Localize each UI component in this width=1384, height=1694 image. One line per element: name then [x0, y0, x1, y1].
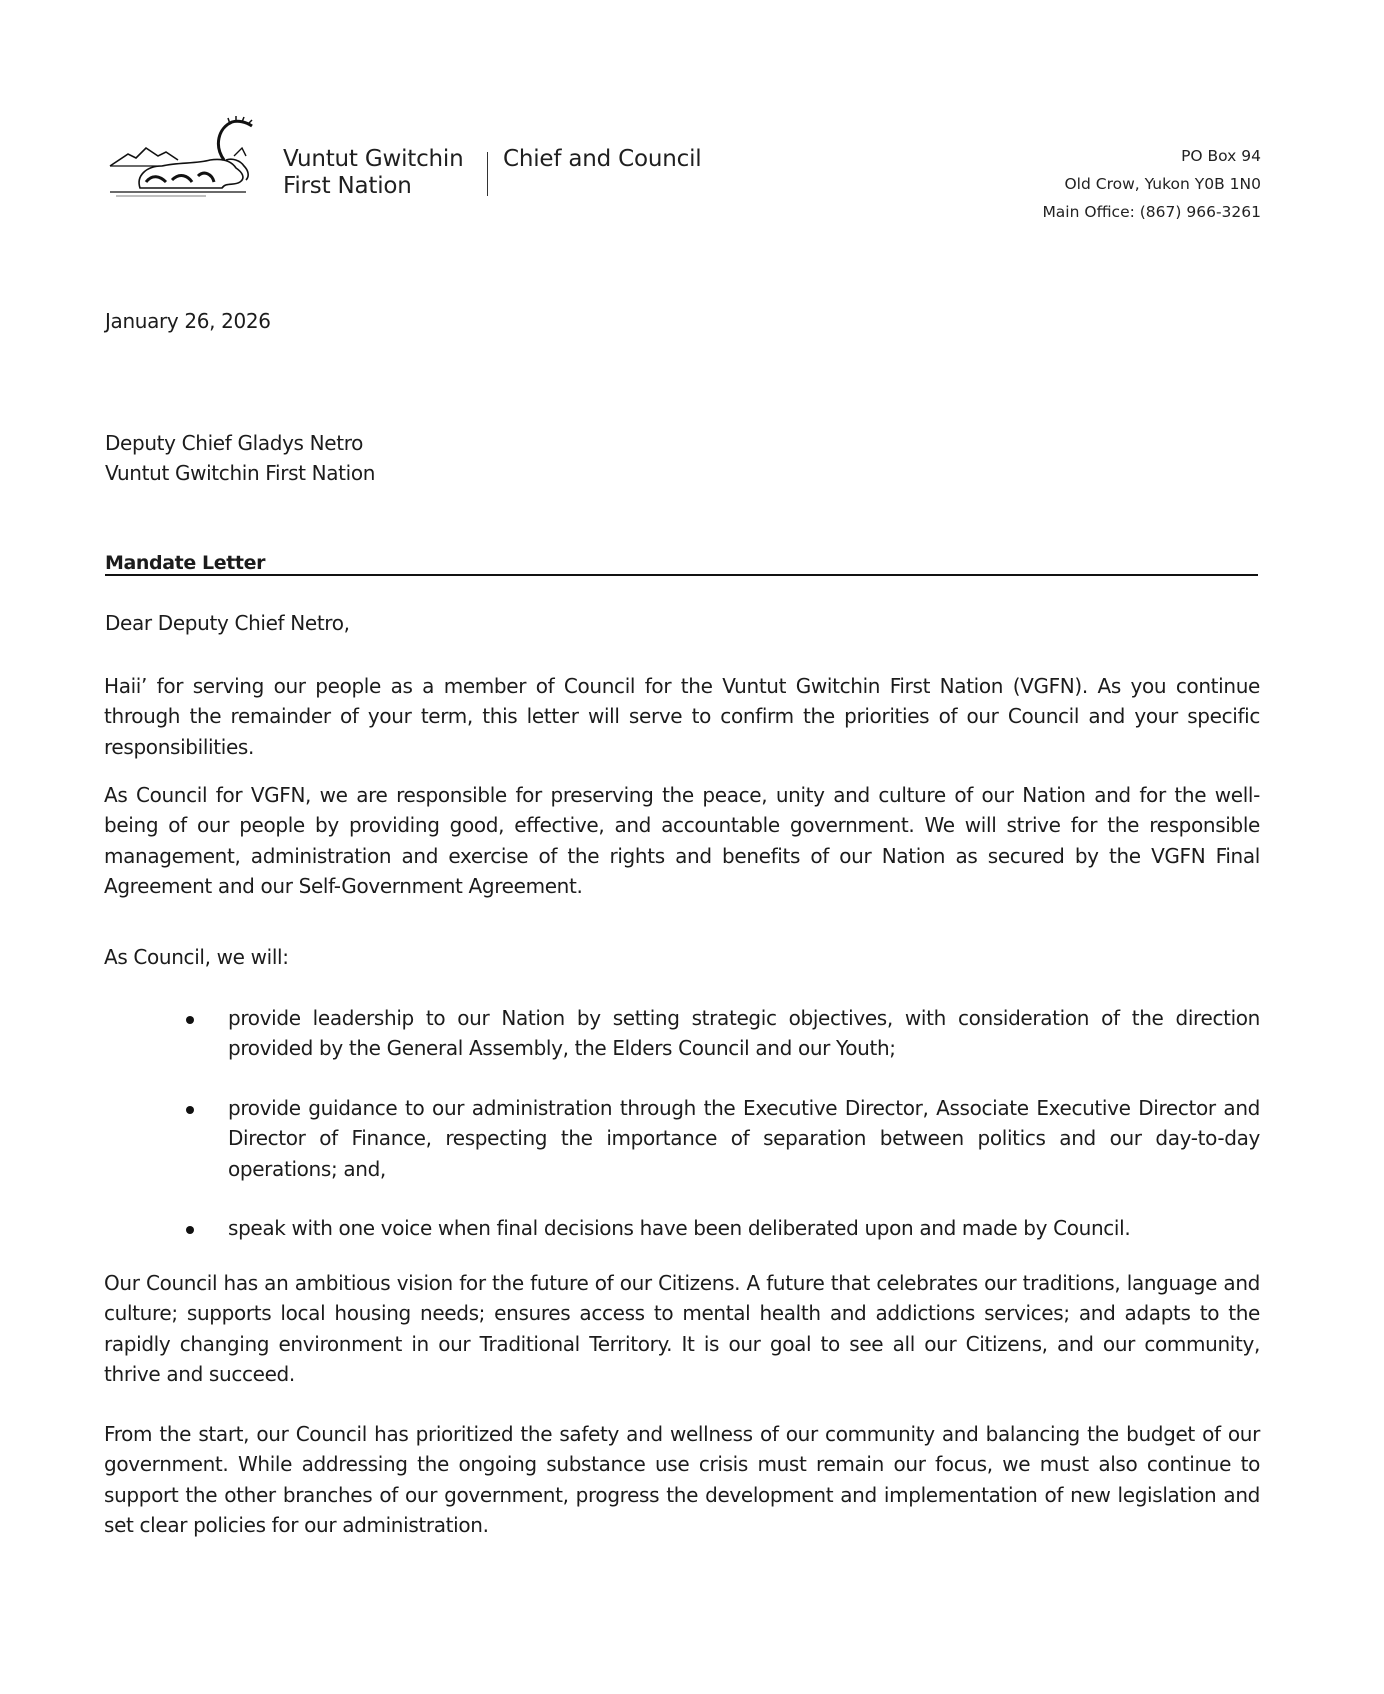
org-name-line2: First Nation — [283, 173, 412, 199]
bullet-icon — [186, 1016, 194, 1024]
list-item — [184, 1213, 1260, 1243]
salutation: Dear Deputy Chief Netro, — [105, 611, 350, 635]
letter-date: January 26, 2026 — [105, 309, 271, 333]
address-line1: PO Box 94 — [1181, 147, 1261, 165]
bullet-icon — [186, 1106, 194, 1114]
recipient-block — [105, 428, 375, 489]
bullet-icon — [186, 1226, 194, 1234]
office-title: Chief and Council — [503, 146, 702, 172]
recipient-name: Deputy Chief Gladys Netro — [105, 431, 364, 455]
list-item-text: provide guidance to our administration through the Executive Director, Associate Executive Director and Director of Finance, respecting the importance of separation between politics and our day-to-day operations; and, — [228, 1095, 1260, 1181]
address-line3: Main Office: (867) 966-3261 — [1042, 203, 1261, 221]
paragraph-4: From the start, our Council has prioritized the safety and wellness of our community and balancing the budget of our government. While addressing the ongoing substance use crisis must remain our focus, we must also continue to support the other branches of our government, progress the development and implementation of new legislation and set clear policies for our administration. — [104, 1422, 1260, 1538]
list-item — [184, 1003, 1260, 1064]
paragraph-1: Haii’ for serving our people as a member of Council for the Vuntut Gwitchin First Nation (VGFN). As you continue through the remainder of your term, this letter will serve to confirm the priorities of our Council and your specific responsibilities. — [104, 674, 1260, 759]
list-intro: As Council, we will: — [104, 945, 289, 969]
paragraph-2: As Council for VGFN, we are responsible for preserving the peace, unity and culture of our Nation and for the well-being of our people by providing good, effective, and accountable government. We will strive for the responsible management, administration and exercise of the rights and benefits of our Nation as secured by the VGFN Final Agreement and our Self-Government Agreement. — [104, 783, 1260, 899]
address-line2: Old Crow, Yukon Y0B 1N0 — [1064, 175, 1261, 193]
commitments-list — [184, 1003, 1260, 1272]
letterhead-divider — [487, 152, 488, 196]
paragraph-3: Our Council has an ambitious vision for the future of our Citizens. A future that celebrates our traditions, language and culture; supports local housing needs; ensures access to mental health and addictions services; and adapts to the rapidly changing environment in our Traditional Territory. It is our goal to see all our Citizens, and our community, thrive and succeed. — [104, 1271, 1260, 1387]
letter-heading: Mandate Letter — [105, 552, 266, 574]
address-block — [1042, 142, 1261, 226]
caribou-mountains-logo-icon — [106, 116, 274, 200]
heading-rule — [105, 574, 1258, 576]
organization-name — [283, 146, 463, 200]
list-item-text: speak with one voice when final decisions have been deliberated upon and made by Council. — [228, 1216, 1131, 1241]
list-item-text: provide leadership to our Nation by setting strategic objectives, with consideration of the direction provided by the General Assembly, the Elders Council and our Youth; — [228, 1006, 1260, 1061]
list-item — [184, 1093, 1260, 1184]
org-name-line1: Vuntut Gwitchin — [283, 146, 464, 172]
recipient-organization: Vuntut Gwitchin First Nation — [105, 461, 376, 486]
